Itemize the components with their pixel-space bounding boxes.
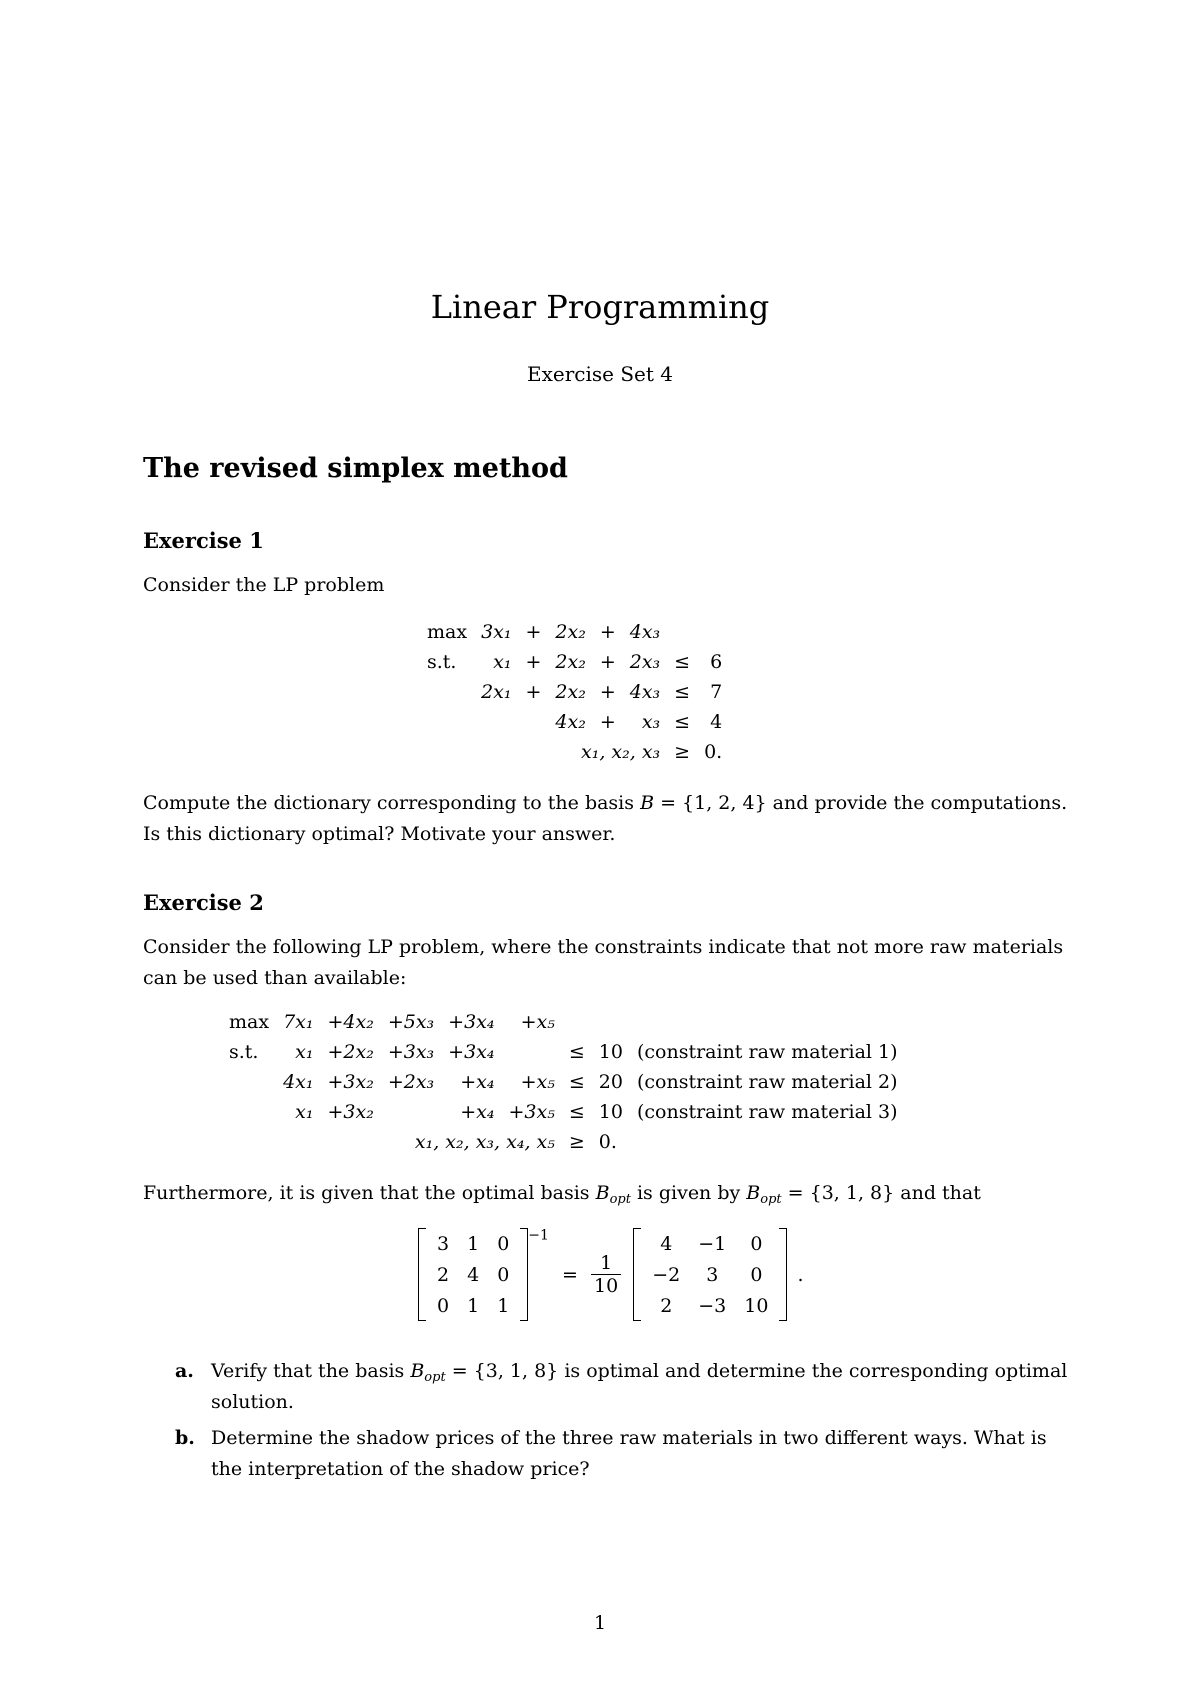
document-title: Linear Programming: [430, 288, 770, 326]
lp2-cell: +3x₄: [448, 1041, 495, 1063]
lp2-nonneg-vars: x₁, x₂, x₃, x₄, x₅: [414, 1131, 555, 1153]
matrix-right-row: [643, 1259, 777, 1290]
fraction-numerator: 1: [591, 1252, 621, 1275]
lp1-row: [420, 707, 729, 737]
lp2-cell: +2x₃: [387, 1071, 435, 1093]
lp1-cell: [697, 617, 729, 647]
lp2-cell: +3x₃: [387, 1041, 435, 1063]
matrix-right-row: [643, 1228, 777, 1259]
matrix-left: [418, 1228, 528, 1321]
lp2-row: [222, 1007, 905, 1037]
item-b-label: b.: [175, 1427, 195, 1449]
lp2-row: [222, 1067, 905, 1097]
lp2-cell: 10: [598, 1041, 623, 1063]
exercise1-question-pre: Compute the dictionary corresponding to the basis: [143, 792, 641, 814]
inverse-exponent: −1: [528, 1227, 549, 1244]
lp1-nonneg-row: [420, 737, 729, 767]
lp2-row: [222, 1097, 905, 1127]
lp1-cell: 4: [710, 711, 723, 733]
lp2-cell: s.t.: [229, 1041, 259, 1063]
lp2-nonneg-rhs: 0.: [598, 1131, 617, 1153]
lp1-cell: 2x₂: [555, 681, 586, 703]
item-b-text: Determine the shadow prices of the three raw materials in two different ways. What is the interpretation of the shadow price?: [211, 1427, 1047, 1480]
lp2-cell: +3x₄: [448, 1011, 495, 1033]
matrix-left-entry: 1: [467, 1232, 480, 1255]
lp2-cell: (constraint raw material 2): [636, 1071, 898, 1093]
matrix-left-entry: 2: [437, 1263, 450, 1286]
matrix-right-entry: −1: [698, 1232, 727, 1255]
matrix-left-entry: 0: [497, 1232, 510, 1255]
lp1-cell: +: [599, 651, 616, 673]
matrix-right-entry: 2: [660, 1294, 673, 1317]
lp1-cell: [420, 707, 474, 737]
lp1-cell: ≤: [674, 681, 691, 703]
matrix-left-entry: 4: [467, 1263, 480, 1286]
exercise1-lp-table: [420, 617, 729, 767]
matrix-left-entry: 0: [437, 1294, 450, 1317]
lp1-cell: [518, 707, 548, 737]
lp2-cell: 10: [598, 1101, 623, 1123]
lp2-cell: x₁: [295, 1041, 314, 1063]
lp1-cell: [667, 617, 697, 647]
lp2-cell: +4x₂: [327, 1011, 374, 1033]
lp1-cell: x₃: [641, 711, 661, 733]
lp2-cell: max: [229, 1011, 270, 1033]
matrix-right-entry: 3: [706, 1263, 719, 1286]
matrix-right-entry: 0: [750, 1232, 763, 1255]
lp2-cell: (constraint raw material 1): [636, 1041, 898, 1063]
lp2-cell: [381, 1097, 441, 1127]
b-opt-subscript: opt: [609, 1192, 631, 1207]
furthermore-mid: is given by: [630, 1182, 747, 1204]
exercise2-intro: Consider the following LP problem, where the constraints indicate that not more raw materials can be used than available:: [143, 936, 1064, 989]
item-a: [175, 1356, 1075, 1418]
lp2-cell: +x₅: [520, 1071, 555, 1093]
lp1-cell: ≤: [674, 651, 691, 673]
lp1-cell: +: [525, 651, 542, 673]
exercise1-question: [143, 788, 1073, 850]
lp2-cell: [502, 1037, 562, 1067]
item-a-label: a.: [175, 1360, 194, 1382]
equals-sign: =: [562, 1263, 578, 1286]
matrix-left-entry: 1: [497, 1294, 510, 1317]
exercise2-lp-table: [222, 1007, 905, 1157]
lp1-cell: max: [427, 621, 468, 643]
lp1-cell: [474, 707, 518, 737]
lp2-cell: +x₅: [520, 1011, 555, 1033]
lp2-nonneg-rel: ≥: [568, 1131, 585, 1153]
lp2-cell: x₁: [295, 1101, 314, 1123]
lp1-cell: [420, 677, 474, 707]
lp2-cell: +3x₂: [327, 1071, 374, 1093]
lp1-cell: 2x₂: [555, 621, 586, 643]
lp1-row: [420, 677, 729, 707]
exercise2-furthermore: [143, 1178, 1073, 1209]
lp2-cell: +3x₅: [508, 1101, 555, 1123]
lp1-row: [420, 647, 729, 677]
fraction-denominator: 10: [594, 1275, 619, 1297]
matrix-equation: [418, 1228, 804, 1321]
lp1-cell: 6: [710, 651, 723, 673]
matrix-right: [633, 1228, 787, 1321]
furthermore-value: = {3, 1, 8}: [781, 1182, 895, 1204]
lp1-cell: +: [599, 711, 616, 733]
lp1-cell: 7: [710, 681, 723, 703]
section-title: The revised simplex method: [143, 453, 568, 484]
exercise2-heading: Exercise 2: [143, 890, 264, 915]
item-a-value: = {3, 1, 8}: [445, 1360, 559, 1382]
furthermore-post: and that: [894, 1182, 981, 1204]
matrix-left-entry: 0: [497, 1263, 510, 1286]
lp2-cell: [592, 1007, 630, 1037]
matrix-period: .: [797, 1263, 804, 1286]
matrix-left-entry: 1: [467, 1294, 480, 1317]
lp1-cell: 4x₃: [629, 621, 661, 643]
lp2-nonneg-row: [222, 1127, 905, 1157]
page-number: 1: [593, 1612, 607, 1634]
matrix-right-entry: 0: [750, 1263, 763, 1286]
lp1-nonneg-vars: x₁, x₂, x₃: [581, 741, 661, 763]
lp2-cell: ≤: [568, 1071, 585, 1093]
basis-value: = {1, 2, 4}: [654, 792, 767, 814]
lp1-nonneg-rhs: 0.: [704, 741, 723, 763]
lp1-nonneg-rel: ≥: [674, 741, 691, 763]
lp2-nonneg-empty: [630, 1127, 905, 1157]
lp2-cell: [222, 1097, 276, 1127]
lp1-cell: ≤: [674, 711, 691, 733]
lp1-cell: x₁: [493, 651, 512, 673]
lp1-cell: +: [599, 621, 616, 643]
lp1-cell: 4x₃: [629, 681, 661, 703]
exercise1-question-post: and provide the computations.: [766, 792, 1068, 814]
matrix-right-entry: −2: [652, 1263, 681, 1286]
item-a-b-symbol: B: [410, 1360, 425, 1382]
lp1-cell: 4x₂: [555, 711, 586, 733]
lp2-cell: (constraint raw material 3): [636, 1101, 898, 1123]
lp2-cell: 20: [598, 1071, 623, 1093]
lp2-cell: [222, 1067, 276, 1097]
lp2-cell: +5x₃: [387, 1011, 435, 1033]
lp1-cell: +: [525, 681, 542, 703]
matrix-left-row: [428, 1259, 518, 1290]
item-a-pre: Verify that the basis: [211, 1360, 411, 1382]
matrix-right-entry: 4: [660, 1232, 673, 1255]
lp2-cell: ≤: [568, 1041, 585, 1063]
exercise1-question-line2: Is this dictionary optimal? Motivate your answer.: [143, 823, 616, 845]
item-a-post: is optimal and determine the corresponding optimal solution.: [211, 1360, 1068, 1413]
matrix-left-row: [428, 1290, 518, 1321]
document-subtitle: Exercise Set 4: [527, 362, 673, 386]
lp2-cell: +3x₂: [327, 1101, 374, 1123]
b-opt-symbol-2: B: [746, 1182, 761, 1204]
basis-symbol: B: [640, 792, 655, 814]
lp1-cell: 2x₂: [555, 651, 586, 673]
lp1-row: [420, 617, 729, 647]
exercise1-heading: Exercise 1: [143, 528, 264, 553]
lp2-row: [222, 1037, 905, 1067]
lp2-cell: +x₄: [460, 1071, 495, 1093]
lp1-cell: +: [599, 681, 616, 703]
item-b: [175, 1423, 1075, 1485]
lp2-cell: +x₄: [460, 1101, 495, 1123]
b-opt-subscript-2: opt: [760, 1192, 782, 1207]
lp1-cell: 2x₁: [481, 681, 512, 703]
matrix-right-entry: −3: [698, 1294, 727, 1317]
fraction: [591, 1252, 621, 1297]
lp2-cell: 7x₁: [283, 1011, 314, 1033]
lp1-cell: s.t.: [427, 651, 457, 673]
lp2-cell: [630, 1007, 905, 1037]
lp1-cell: +: [525, 621, 542, 643]
matrix-left-entry: 3: [437, 1232, 450, 1255]
matrix-left-row: [428, 1228, 518, 1259]
exercise1-intro: Consider the LP problem: [143, 574, 385, 596]
lp2-cell: [562, 1007, 592, 1037]
lp1-cell: 2x₃: [629, 651, 661, 673]
lp1-cell: 3x₁: [481, 621, 512, 643]
lp2-cell: 4x₁: [283, 1071, 314, 1093]
furthermore-pre: Furthermore, it is given that the optimal basis: [143, 1182, 596, 1204]
lp2-cell: +2x₂: [327, 1041, 374, 1063]
item-a-b-sub: opt: [424, 1370, 446, 1385]
matrix-right-entry: 10: [744, 1294, 769, 1317]
matrix-right-row: [643, 1290, 777, 1321]
b-opt-symbol: B: [595, 1182, 610, 1204]
lp2-cell: ≤: [568, 1101, 585, 1123]
